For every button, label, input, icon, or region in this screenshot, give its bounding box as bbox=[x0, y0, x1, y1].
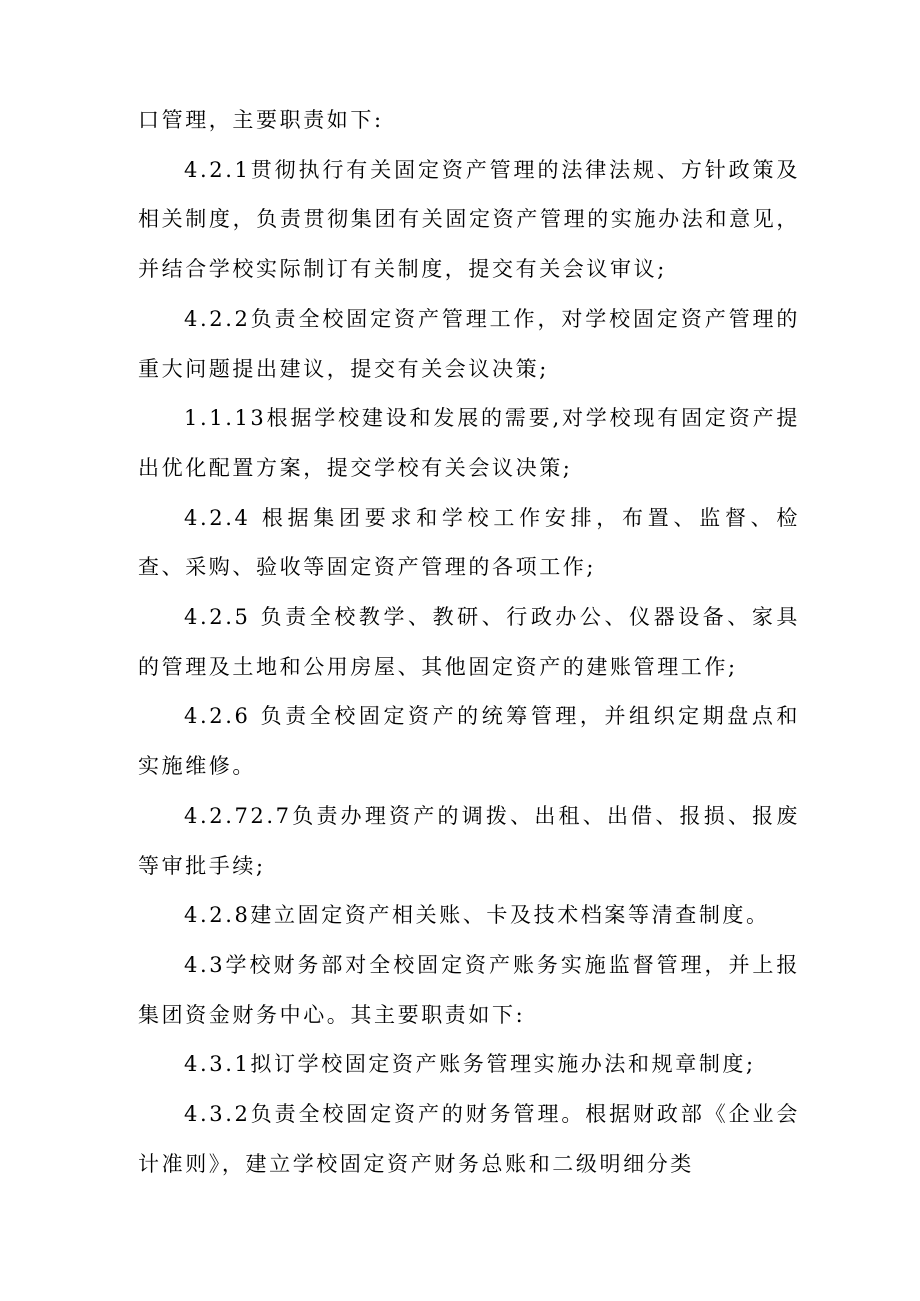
paragraph-4-2-8: 4.2.8建立固定资产相关账、卡及技术档案等清查制度。 bbox=[184, 903, 770, 928]
paragraph-4-2-5: 4.2.5 负责全校教学、教研、行政办公、仪器设备、家具的管理及土地和公用房屋、其他固定资产的建账管理工作; bbox=[138, 605, 800, 679]
paragraph-continuation: 口管理，主要职责如下: bbox=[138, 108, 384, 132]
paragraph-4-3-2: 4.3.2负责全校固定资产的财务管理。根据财政部《企业会计准则》，建立学校固定资产财务总账和二级明细分类 bbox=[138, 1102, 800, 1176]
document-body bbox=[138, 96, 800, 1189]
paragraph-4-2-7: 4.2.72.7负责办理资产的调拨、出租、出借、报损、报废等审批手续; bbox=[138, 803, 800, 878]
paragraph-4-3-1: 4.3.1拟订学校固定资产账务管理实施办法和规章制度; bbox=[184, 1052, 756, 1077]
paragraph-1-1-13: 1.1.13根据学校建设和发展的需要,对学校现有固定资产提出优化配置方案，提交学校有关会议决策; bbox=[138, 406, 800, 480]
paragraph-4-2-4: 4.2.4 根据集团要求和学校工作安排，布置、监督、检查、采购、验收等固定资产管理的各项工作; bbox=[138, 505, 800, 580]
paragraph-4-2-1: 4.2.1贯彻执行有关固定资产管理的法律法规、方针政策及相关制度，负责贯彻集团有关固定资产管理的实施办法和意见，并结合学校实际制订有关制度，提交有关会议审议; bbox=[138, 157, 800, 282]
paragraph-4-2-2: 4.2.2负责全校固定资产管理工作，对学校固定资产管理的重大问题提出建议，提交有关会议决策; bbox=[138, 306, 800, 381]
paragraph-4-3: 4.3学校财务部对全校固定资产账务实施监督管理，并上报集团资金财务中心。其主要职责如下: bbox=[138, 952, 800, 1027]
paragraph-4-2-6: 4.2.6 负责全校固定资产的统筹管理，并组织定期盘点和实施维修。 bbox=[138, 704, 800, 779]
